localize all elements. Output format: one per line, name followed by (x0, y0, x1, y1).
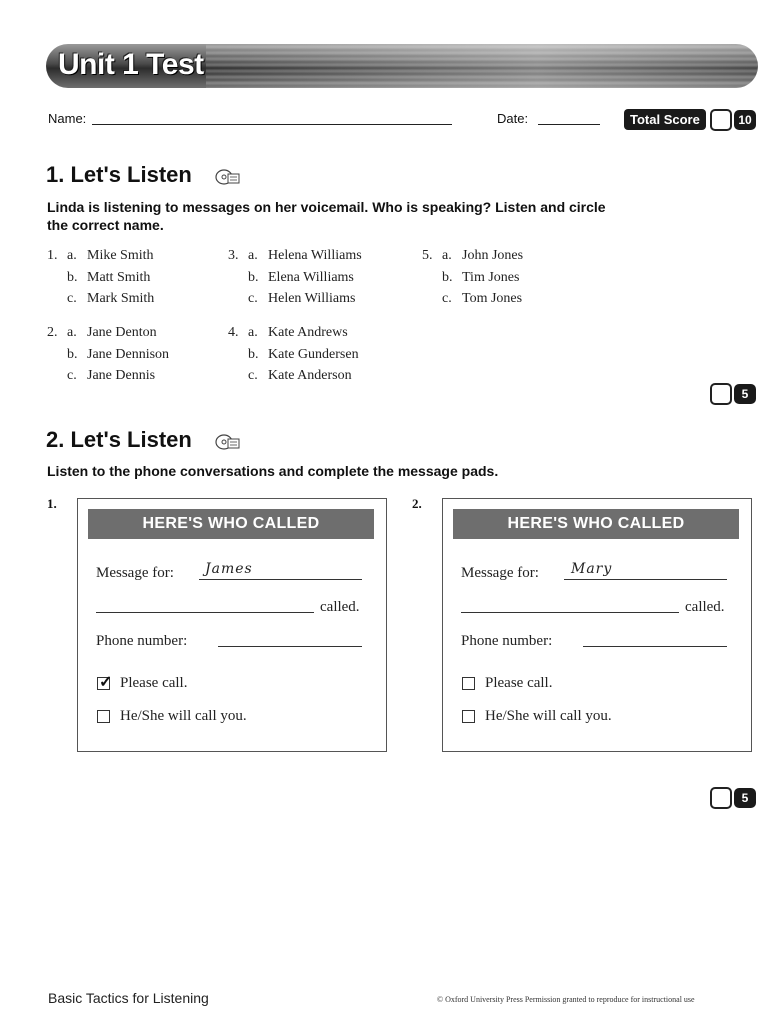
pad-heading: HERE'S WHO CALLED (453, 509, 739, 539)
message-for-field[interactable] (199, 579, 362, 580)
total-score-box[interactable] (710, 109, 732, 131)
footer-copyright: © Oxford University Press Permission granted to reproduce for instructional use (437, 995, 695, 1004)
phone-number-field[interactable] (218, 646, 362, 647)
section2-instructions: Listen to the phone conversations and complete the message pads. (47, 463, 499, 479)
option-text[interactable]: Jane Dennison (87, 346, 170, 362)
please-call-label: Please call. (120, 675, 188, 691)
date-label: Date: (497, 111, 529, 126)
option-text[interactable]: Elena Williams (268, 269, 354, 285)
will-call-checkbox[interactable] (462, 710, 475, 723)
message-for-value: Mary (571, 561, 613, 577)
please-call-label: Please call. (485, 675, 553, 691)
question-3: 3. a. Helena Williams b. Elena Williams c. Helen Williams (228, 248, 362, 306)
message-for-field[interactable] (564, 579, 727, 580)
message-for-label: Message for: (96, 565, 174, 581)
question-number: 1. (47, 248, 58, 263)
question-1: 1. a. Mike Smith b. Matt Smith c. Mark Smith (47, 248, 155, 306)
section1-title: 1. Let's Listen (46, 162, 192, 187)
option-text[interactable]: Mike Smith (87, 248, 154, 263)
option-text[interactable]: Kate Anderson (268, 368, 352, 383)
audio-cd-icon (214, 168, 240, 186)
caller-field[interactable] (96, 612, 314, 613)
question-number: 4. (228, 325, 239, 340)
option-text[interactable]: Matt Smith (87, 269, 151, 285)
phone-number-label: Phone number: (96, 633, 188, 649)
total-score-badge: Total Score (624, 109, 706, 130)
message-pad-1 (77, 498, 387, 752)
caller-field[interactable] (461, 612, 679, 613)
pad-number: 2. (412, 496, 422, 511)
will-call-label: He/She will call you. (120, 708, 247, 724)
message-for-label: Message for: (461, 565, 539, 581)
option-text[interactable]: Helena Williams (268, 248, 362, 263)
option-text[interactable]: John Jones (462, 248, 524, 263)
option-text[interactable]: Tom Jones (462, 291, 523, 306)
question-number: 3. (228, 248, 239, 263)
message-for-value: James (205, 561, 253, 577)
message-pad-2 (442, 498, 752, 752)
please-call-checkbox[interactable] (462, 677, 475, 690)
question-5: 5. a. John Jones b. Tim Jones c. Tom Jones (422, 248, 524, 306)
section2-score-max: 5 (734, 788, 756, 808)
name-field[interactable] (92, 124, 452, 125)
will-call-checkbox[interactable] (97, 710, 110, 723)
footer-book-title: Basic Tactics for Listening (48, 990, 209, 1006)
section1-instructions: Linda is listening to messages on her voicemail. Who is speaking? Listen and circle the correct name. (47, 199, 606, 233)
section2-title: 2. Let's Listen (46, 427, 192, 452)
called-label: called. (320, 599, 360, 615)
question-number: 2. (47, 325, 58, 340)
section2-score-box[interactable] (710, 787, 732, 809)
section1-score-max: 5 (734, 384, 756, 404)
option-text[interactable]: Jane Denton (87, 325, 157, 340)
option-text[interactable]: Jane Dennis (87, 368, 156, 383)
pad-heading: HERE'S WHO CALLED (88, 509, 374, 539)
pad-number: 1. (47, 496, 57, 511)
phone-number-field[interactable] (583, 646, 727, 647)
will-call-label: He/She will call you. (485, 708, 612, 724)
name-label: Name: (48, 111, 87, 126)
question-2: 2. a. Jane Denton b. Jane Dennison c. Jane Dennis (47, 325, 170, 383)
option-text[interactable]: Helen Williams (268, 291, 356, 306)
question-4: 4. a. Kate Andrews b. Kate Gundersen c. Kate Anderson (228, 325, 359, 383)
option-text[interactable]: Kate Gundersen (268, 346, 359, 362)
date-field[interactable] (538, 124, 600, 125)
option-text[interactable]: Tim Jones (462, 269, 520, 285)
checkmark-icon: ✓ (99, 674, 113, 691)
option-text[interactable]: Kate Andrews (268, 325, 348, 340)
audio-cd-icon (214, 433, 240, 451)
section1-score-box[interactable] (710, 383, 732, 405)
banner-decoration (206, 44, 758, 88)
please-call-checkbox[interactable] (97, 674, 113, 691)
phone-number-label: Phone number: (461, 633, 553, 649)
page-title: Unit 1 Test (58, 48, 204, 81)
question-number: 5. (422, 248, 433, 263)
option-text[interactable]: Mark Smith (87, 291, 155, 306)
title-banner (46, 44, 758, 88)
called-label: called. (685, 599, 725, 615)
total-score-max: 10 (734, 110, 756, 130)
